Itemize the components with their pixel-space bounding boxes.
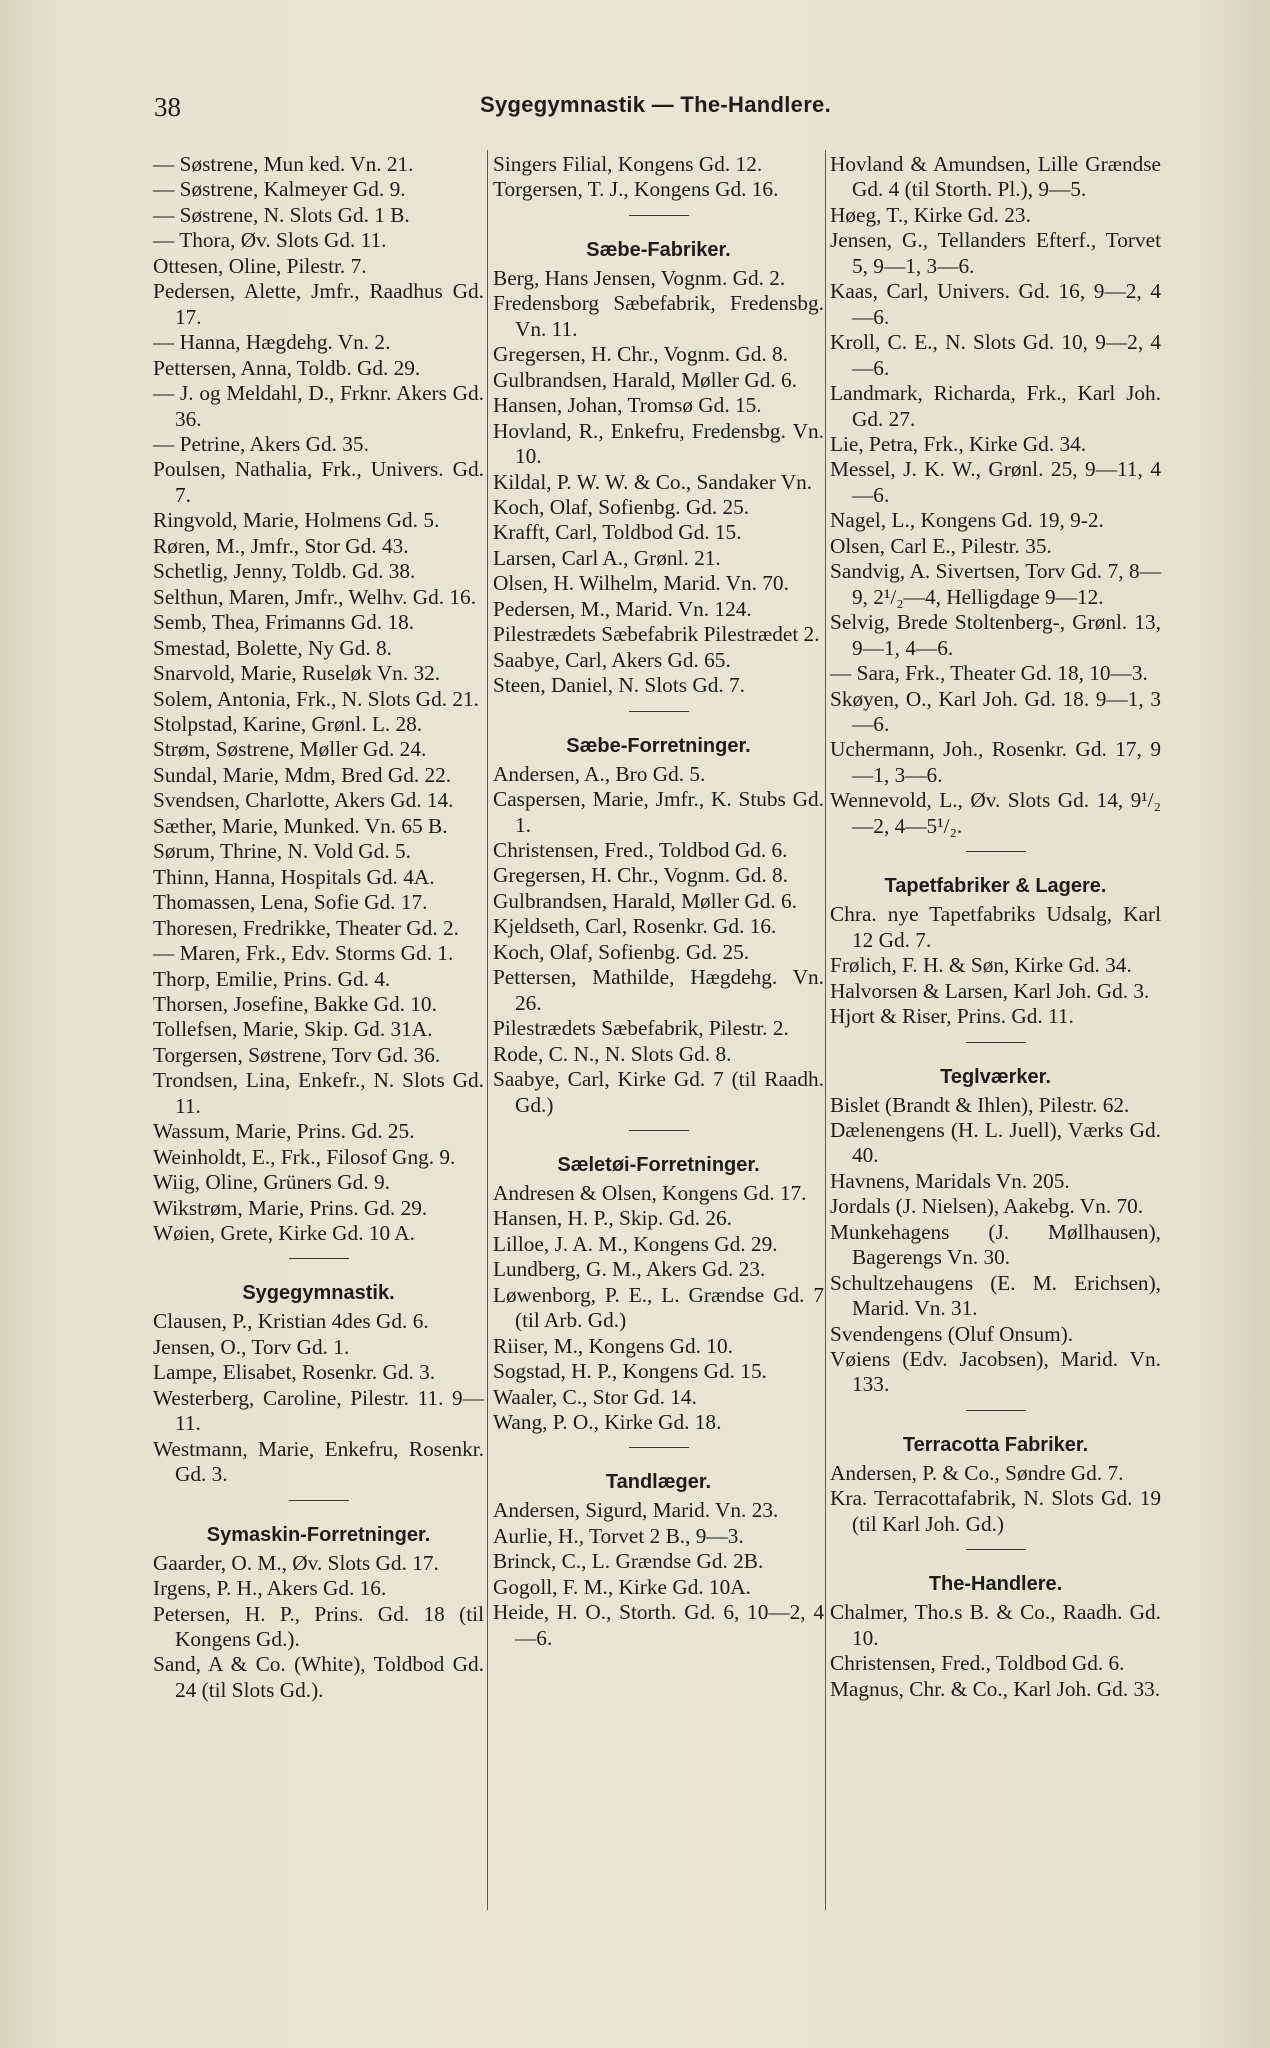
entry-list (830, 1093, 1161, 1398)
directory-entry: Brinck, C., L. Grændse Gd. 2B. (493, 1549, 764, 1574)
section-heading: Terracotta Fabriker. (902, 1433, 1089, 1456)
directory-entry: — Søstrene, N. Slots Gd. 1 B. (153, 202, 410, 227)
column-3 (830, 152, 1161, 1702)
entry-list (493, 1181, 824, 1436)
directory-entry: Smestad, Bolette, Ny Gd. 8. (153, 635, 392, 660)
section-rule (966, 851, 1026, 852)
directory-entry: — J. og Meldahl, D., Frknr. Akers Gd. 36. (153, 381, 484, 431)
column-1 (153, 152, 484, 1703)
directory-entry: Selthun, Maren, Jmfr., Welhv. Gd. 16. (153, 584, 477, 609)
entry-list (830, 1461, 1161, 1537)
directory-entry: Krafft, Carl, Toldbod Gd. 15. (493, 520, 742, 545)
directory-entry: Wang, P. O., Kirke Gd. 18. (493, 1410, 722, 1435)
directory-entry: Kildal, P. W. W. & Co., Sandaker Vn. (493, 469, 813, 494)
directory-entry: Pilestrædets Sæbefabrik, Pilestr. 2. (493, 1016, 789, 1041)
directory-entry: Pettersen, Anna, Toldb. Gd. 29. (153, 355, 421, 380)
directory-entry: Riiser, M., Kongens Gd. 10. (493, 1333, 733, 1358)
entry-list (830, 152, 1161, 839)
directory-entry: Sogstad, H. P., Kongens Gd. 15. (493, 1359, 767, 1384)
directory-entry: Tollefsen, Marie, Skip. Gd. 31A. (153, 1017, 433, 1042)
section-rule (629, 1447, 689, 1448)
directory-entry: Wiig, Oline, Grüners Gd. 9. (153, 1170, 390, 1195)
section-heading: Teglværker. (940, 1065, 1051, 1088)
section-heading: Sæbe-Forretninger. (566, 734, 751, 757)
directory-entry: Ottesen, Oline, Pilestr. 7. (153, 253, 367, 278)
directory-entry: Gaarder, O. M., Øv. Slots Gd. 17. (153, 1550, 439, 1575)
directory-entry: — Petrine, Akers Gd. 35. (153, 431, 369, 456)
directory-entry: Semb, Thea, Frimanns Gd. 18. (153, 610, 415, 635)
directory-entry: Snarvold, Marie, Ruseløk Vn. 32. (153, 661, 441, 686)
directory-entry: Olsen, Carl E., Pilestr. 35. (830, 533, 1052, 558)
directory-entry: Bislet (Brandt & Ihlen), Pilestr. 62. (830, 1092, 1130, 1117)
directory-entry: Sand, A & Co. (White), Toldbod Gd. 24 (til Slots Gd.). (153, 1652, 484, 1702)
column-2 (493, 152, 824, 1651)
directory-entry: Schetlig, Jenny, Toldb. Gd. 38. (153, 559, 416, 584)
directory-entry: Andersen, A., Bro Gd. 5. (493, 761, 706, 786)
directory-entry: Schultzehaugens (E. M. Erichsen), Marid. Vn. 31. (830, 1270, 1161, 1321)
directory-entry: Dælenengens (H. L. Juell), Værks Gd. 40. (830, 1117, 1161, 1168)
directory-entry: Strøm, Søstrene, Møller Gd. 24. (153, 737, 427, 762)
directory-entry: Singers Filial, Kongens Gd. 12. (493, 152, 763, 176)
directory-entry: Chalmer, Tho.s B. & Co., Raadh. Gd. 10. (830, 1600, 1161, 1650)
section-heading: Tapetfabriker & Lagere. (884, 875, 1107, 898)
directory-entry: Lie, Petra, Frk., Kirke Gd. 34. (830, 431, 1087, 456)
directory-entry: Gogoll, F. M., Kirke Gd. 10A. (493, 1574, 751, 1599)
directory-entry: Clausen, P., Kristian 4des Gd. 6. (153, 1309, 429, 1334)
directory-entry: Svendsen, Charlotte, Akers Gd. 14. (153, 788, 454, 813)
directory-entry: Pedersen, M., Marid. Vn. 124. (493, 596, 752, 621)
directory-entry: Steen, Daniel, N. Slots Gd. 7. (493, 673, 745, 698)
directory-entry: Waaler, C., Stor Gd. 14. (493, 1384, 697, 1409)
entry-list (830, 1600, 1161, 1702)
directory-entry: Saabye, Carl, Akers Gd. 65. (493, 647, 731, 672)
section-heading: Sæbe-Fabriker. (586, 238, 731, 261)
directory-entry: Trondsen, Lina, Enkefr., N. Slots Gd. 11. (153, 1068, 484, 1118)
directory-entry: Røren, M., Jmfr., Stor Gd. 43. (153, 533, 409, 558)
directory-entry: Sæther, Marie, Munked. Vn. 65 B. (153, 813, 448, 838)
directory-entry: Fredensborg Sæbefabrik, Fredensbg. Vn. 11. (493, 291, 824, 341)
directory-entry: Havnens, Maridals Vn. 205. (830, 1168, 1070, 1193)
section-rule (966, 1042, 1026, 1043)
directory-entry: Jordals (J. Nielsen), Aakebg. Vn. 70. (830, 1194, 1144, 1219)
column-divider (825, 150, 826, 1910)
directory-entry: Landmark, Richarda, Frk., Karl Joh. Gd. 27. (830, 381, 1161, 431)
entry-list (153, 1309, 484, 1487)
directory-entry: Irgens, P. H., Akers Gd. 16. (153, 1576, 387, 1601)
directory-entry: Chra. nye Tapetfabriks Udsalg, Karl 12 Gd. 7. (830, 902, 1161, 952)
directory-entry: Hansen, Johan, Tromsø Gd. 15. (493, 393, 762, 418)
directory-entry: Torgersen, Søstrene, Torv Gd. 36. (153, 1042, 441, 1067)
directory-entry: Pilestrædets Sæbefabrik Pilestrædet 2. (493, 622, 820, 647)
directory-entry: Gulbrandsen, Harald, Møller Gd. 6. (493, 888, 798, 913)
directory-entry: Larsen, Carl A., Grønl. 21. (493, 545, 721, 570)
directory-entry: Frølich, F. H. & Søn, Kirke Gd. 34. (830, 953, 1132, 978)
directory-entry: Koch, Olaf, Sofienbg. Gd. 25. (493, 494, 750, 519)
directory-entry: Thorp, Emilie, Prins. Gd. 4. (153, 966, 391, 991)
directory-entry: Kjeldseth, Carl, Rosenkr. Gd. 16. (493, 914, 777, 939)
section-rule (629, 711, 689, 712)
directory-entry: Svendengens (Oluf Onsum). (830, 1321, 1074, 1346)
section-rule (289, 1258, 349, 1259)
section-rule (289, 1500, 349, 1501)
directory-entry: Wøien, Grete, Kirke Gd. 10 A. (153, 1221, 415, 1246)
directory-entry: Andersen, Sigurd, Marid. Vn. 23. (493, 1498, 779, 1523)
directory-entry: Hovland, R., Enkefru, Fredensbg. Vn. 10. (493, 418, 824, 469)
entry-list (830, 902, 1161, 1029)
directory-entry: Weinholdt, E., Frk., Filosof Gng. 9. (153, 1144, 456, 1169)
directory-entry: Halvorsen & Larsen, Karl Joh. Gd. 3. (830, 978, 1150, 1003)
entry-list (153, 1551, 484, 1704)
directory-entry: Aurlie, H., Torvet 2 B., 9—3. (493, 1523, 744, 1548)
directory-entry: Andersen, P. & Co., Søndre Gd. 7. (830, 1460, 1124, 1485)
directory-entry: Heide, H. O., Storth. Gd. 6, 10—2, 4—6. (493, 1600, 824, 1650)
directory-entry: Lampe, Elisabet, Rosenkr. Gd. 3. (153, 1360, 436, 1385)
directory-entry: Caspersen, Marie, Jmfr., K. Stubs Gd. 1. (493, 787, 824, 837)
directory-entry: Solem, Antonia, Frk., N. Slots Gd. 21. (153, 686, 479, 711)
directory-entry: Sørum, Thrine, N. Vold Gd. 5. (153, 839, 411, 864)
directory-entry: Munkehagens (J. Møllhausen), Bagerengs Vn. 30. (830, 1219, 1161, 1270)
directory-entry: Wennevold, L., Øv. Slots Gd. 14, 9¹/₂—2, 4—5¹/₂. (830, 788, 1161, 838)
directory-entry: Kra. Terracottafabrik, N. Slots Gd. 19 (til Karl Joh. Gd.) (830, 1486, 1161, 1536)
directory-entry: Christensen, Fred., Toldbod Gd. 6. (493, 837, 788, 862)
directory-entry: Messel, J. K. W., Grønl. 25, 9—11, 4—6. (830, 457, 1161, 507)
directory-entry: Nagel, L., Kongens Gd. 19, 9-2. (830, 508, 1104, 533)
entry-list (153, 152, 484, 1246)
directory-entry: Petersen, H. P., Prins. Gd. 18 (til Kongens Gd.). (153, 1601, 484, 1652)
directory-entry: Jensen, G., Tellanders Efterf., Torvet 5, 9—1, 3—6. (830, 228, 1161, 278)
section-heading: Sygegymnastik. (242, 1282, 395, 1305)
directory-entry: Wikstrøm, Marie, Prins. Gd. 29. (153, 1195, 428, 1220)
entry-list (493, 152, 824, 203)
directory-entry: Jensen, O., Torv Gd. 1. (153, 1334, 350, 1359)
section-rule (629, 1130, 689, 1131)
directory-entry: Kroll, C. E., N. Slots Gd. 10, 9—2, 4—6. (830, 330, 1161, 380)
directory-entry: Westerberg, Caroline, Pilestr. 11. 9—11. (153, 1385, 484, 1436)
directory-entry: Hansen, H. P., Skip. Gd. 26. (493, 1206, 733, 1231)
directory-entry: Pedersen, Alette, Jmfr., Raadhus Gd. 17. (153, 279, 484, 329)
directory-entry: Gregersen, H. Chr., Vognm. Gd. 8. (493, 342, 788, 367)
directory-entry: Thorsen, Josefine, Bakke Gd. 10. (153, 991, 437, 1016)
directory-entry: Thoresen, Fredrikke, Theater Gd. 2. (153, 915, 459, 940)
directory-entry: Wassum, Marie, Prins. Gd. 25. (153, 1119, 415, 1144)
directory-entry: Olsen, H. Wilhelm, Marid. Vn. 70. (493, 571, 789, 596)
column-divider (487, 150, 488, 1910)
directory-entry: Ringvold, Marie, Holmens Gd. 5. (153, 508, 440, 533)
running-title: Sygegymnastik — The-Handlere. (479, 92, 832, 117)
directory-entry: Sundal, Marie, Mdm, Bred Gd. 22. (153, 762, 452, 787)
directory-entry: Poulsen, Nathalia, Frk., Univers. Gd. 7. (153, 457, 484, 507)
section-heading: Tandlæger. (605, 1471, 712, 1494)
directory-entry: Andresen & Olsen, Kongens Gd. 17. (493, 1180, 807, 1205)
page-header (148, 92, 1163, 132)
directory-entry: — Thora, Øv. Slots Gd. 11. (153, 228, 387, 253)
section-heading: The-Handlere. (928, 1573, 1063, 1596)
directory-entry: Gregersen, H. Chr., Vognm. Gd. 8. (493, 863, 788, 888)
directory-entry: — Sara, Frk., Theater Gd. 18, 10—3. (830, 661, 1148, 686)
directory-entry: — Søstrene, Mun ked. Vn. 21. (153, 152, 414, 176)
directory-entry: Thinn, Hanna, Hospitals Gd. 4A. (153, 864, 435, 889)
directory-entry: Torgersen, T. J., Kongens Gd. 16. (493, 177, 779, 202)
directory-entry: Saabye, Carl, Kirke Gd. 7 (til Raadh. Gd.) (493, 1067, 824, 1117)
directory-entry: Lundberg, G. M., Akers Gd. 23. (493, 1257, 766, 1282)
directory-entry: Westmann, Marie, Enkefru, Rosenkr. Gd. 3. (153, 1436, 484, 1487)
directory-entry: Selvig, Brede Stoltenberg-, Grønl. 13, 9—1, 4—6. (830, 610, 1161, 660)
directory-entry: Lilloe, J. A. M., Kongens Gd. 29. (493, 1231, 778, 1256)
directory-entry: Løwenborg, P. E., L. Grændse Gd. 7 (til Arb. Gd.) (493, 1282, 824, 1333)
directory-entry: Høeg, T., Kirke Gd. 23. (830, 202, 1031, 227)
directory-entry: — Maren, Frk., Edv. Storms Gd. 1. (153, 941, 454, 966)
directory-entry: — Søstrene, Kalmeyer Gd. 9. (153, 177, 406, 202)
directory-entry: Rode, C. N., N. Slots Gd. 8. (493, 1041, 732, 1066)
section-rule (966, 1410, 1026, 1411)
directory-entry: Hjort & Riser, Prins. Gd. 11. (830, 1004, 1074, 1029)
section-rule (966, 1549, 1026, 1550)
directory-entry: Gulbrandsen, Harald, Møller Gd. 6. (493, 367, 798, 392)
directory-entry: Christensen, Fred., Toldbod Gd. 6. (830, 1651, 1125, 1676)
section-rule (629, 215, 689, 216)
entry-list (493, 1498, 824, 1651)
page-number: 38 (154, 92, 181, 122)
entry-list (493, 762, 824, 1118)
directory-entry: Uchermann, Joh., Rosenkr. Gd. 17, 9—1, 3—6. (830, 737, 1161, 787)
section-heading: Sæletøi-Forretninger. (557, 1153, 760, 1176)
directory-entry: Koch, Olaf, Sofienbg. Gd. 25. (493, 939, 750, 964)
directory-entry: — Hanna, Hægdehg. Vn. 2. (153, 330, 391, 355)
directory-entry: Sandvig, A. Sivertsen, Torv Gd. 7, 8—9, 2¹/₂—4, Helligdage 9—12. (830, 559, 1161, 609)
directory-entry: Thomassen, Lena, Sofie Gd. 17. (153, 890, 428, 915)
directory-entry: Skøyen, O., Karl Joh. Gd. 18. 9—1, 3—6. (830, 686, 1161, 736)
directory-entry: Pettersen, Mathilde, Hægdehg. Vn. 26. (493, 965, 824, 1015)
directory-entry: Kaas, Carl, Univers. Gd. 16, 9—2, 4—6. (830, 279, 1161, 329)
section-heading: Symaskin-Forretninger. (206, 1523, 431, 1546)
directory-entry: Vøiens (Edv. Jacobsen), Marid. Vn. 133. (830, 1347, 1161, 1397)
directory-entry: Magnus, Chr. & Co., Karl Joh. Gd. 33. (830, 1676, 1161, 1701)
directory-entry: Berg, Hans Jensen, Vognm. Gd. 2. (493, 265, 786, 290)
entry-list (493, 266, 824, 699)
directory-entry: Hovland & Amundsen, Lille Grændse Gd. 4 (til Storth. Pl.), 9—5. (830, 152, 1161, 202)
directory-entry: Stolpstad, Karine, Grønl. L. 28. (153, 711, 423, 736)
